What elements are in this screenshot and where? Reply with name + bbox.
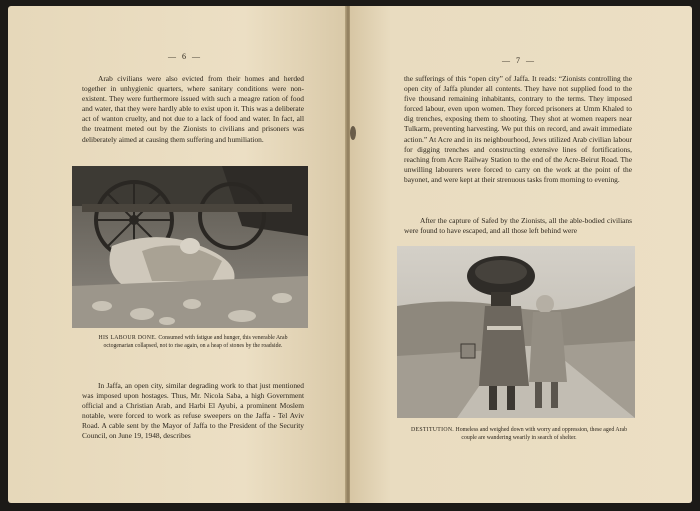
left-paragraph-1-text: Arab civilians were also evicted from their homes and herded together in unhygienic quarters, where sanitary conditions were non-existent. They were furthermore issued with such a meagre ration of food and water, that they were hardly able to exist upon it. This was a deliberate act of wanton cruelty, and not due to a lack of food and water. In fact, all the treatment meted out by the Zionists to civilians and prisoners was deliberately aimed at causing them suffering and humiliation.: [82, 74, 304, 144]
right-paragraph-1-text: the sufferings of this “open city” of Jaffa. It reads: “Zionists controlling the open city of Jaffa plunder all contents. They have not supplied food to the five thousand remaining inhabitants, contrary to the terms. They imposed forced labour, even upon women. They forced prisoners at Umm Khaled to dig trenches, exposing them to shooting. They shot at women reapers near Tulkarm, preventing harvesting. We put this on record, and await immediate action.” At Acre and in its neighbourhood, Jews utilized Arab civilian labour for digging trenches and constructing extensive lines of fortifications, reaching from Acre Railway Station to the end of the Acre-Beirut Road. The unwilling labourers were forced to carry on the work at the point of the bayonet, and were kept at their strenuous tasks from morning to evening.: [404, 74, 632, 184]
right-photo-image: [397, 246, 635, 418]
right-paragraph-2: [404, 216, 632, 236]
left-paragraph-2: [82, 381, 304, 442]
left-paragraph-1: [82, 74, 304, 145]
right-caption-body: Homeless and weighed down with worry and oppression, these aged Arab couple are wandering wearily in search of shelter.: [455, 427, 627, 441]
right-page: [350, 6, 692, 503]
page-number-left: — 6 —: [168, 52, 202, 61]
left-paragraph-2-text: In Jaffa, an open city, similar degrading work to that just mentioned was imposed upon hostages. Thus, Mr. Nicola Saba, a high Government official and a Christian Arab, and Harbi El Ayubi, a prominent Moslem notable, were forced to work as refuse sweepers on the Jaffa - Tel Aviv Road. A cable sent by the Mayor of Jaffa to the President of the Security Council, on June 19, 1948, describes: [82, 381, 304, 441]
right-caption-title: DESTITUTION.: [411, 427, 455, 433]
right-paragraph-1: [404, 74, 632, 185]
left-caption-body: Consumed with fatigue and hunger, this venerable Arab octogenarian collapsed, not to rise again, on a heap of stones by the roadside.: [103, 335, 288, 349]
right-photo-caption: [410, 426, 628, 442]
left-page: [8, 6, 346, 503]
ink-stain: [350, 126, 356, 140]
left-photo: [72, 166, 308, 328]
page-number-right: — 7 —: [502, 56, 536, 65]
right-photo: [397, 246, 635, 418]
right-paragraph-2-text: After the capture of Safed by the Zionists, all the able-bodied civilians were found to have escaped, and all those left behind were: [404, 216, 632, 236]
left-caption-title: HIS LABOUR DONE.: [98, 335, 157, 341]
left-photo-image: [72, 166, 308, 328]
left-photo-caption: [88, 334, 298, 350]
